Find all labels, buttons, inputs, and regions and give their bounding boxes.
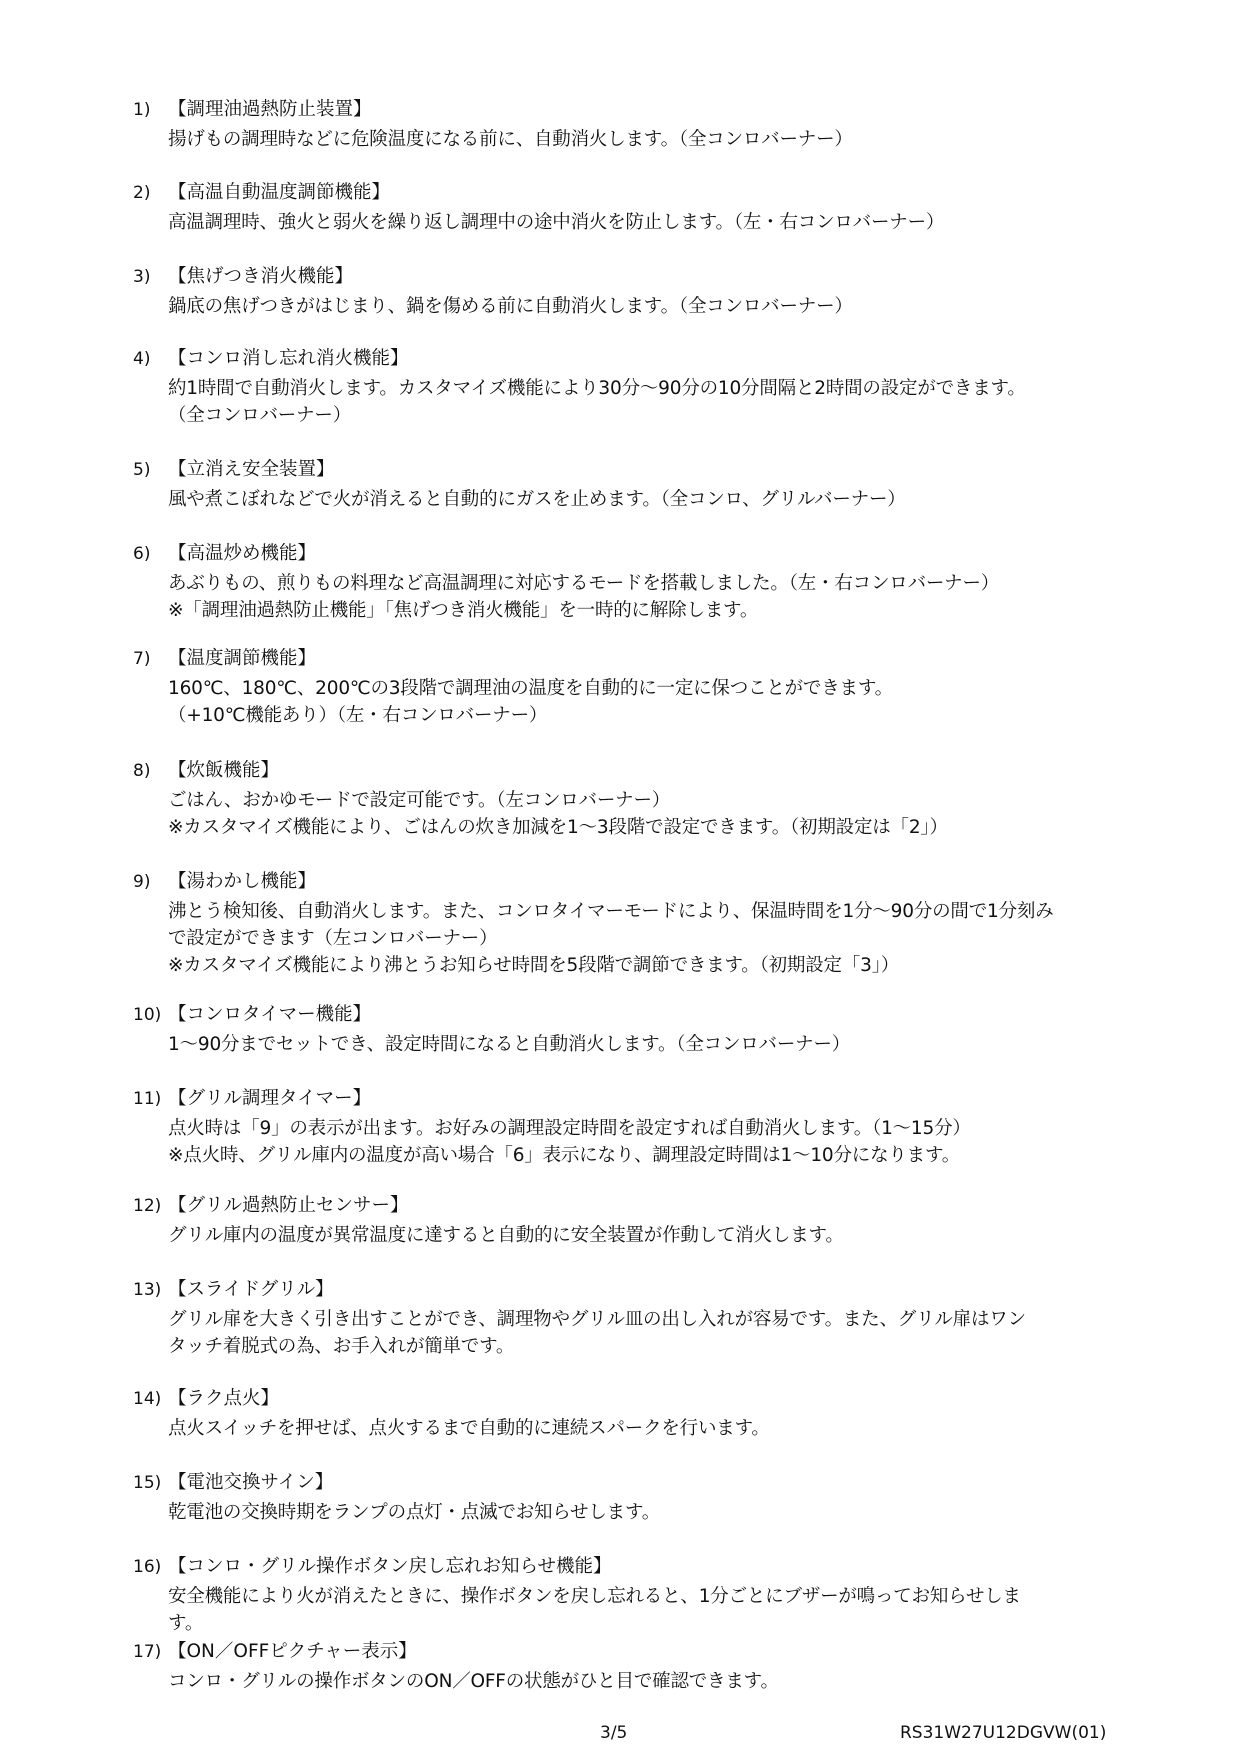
feature-description-line: 鍋底の焦げつきがはじまり、鍋を傷める前に自動消火します。（全コンロバーナー）	[168, 296, 853, 317]
feature-number: 5)	[133, 460, 151, 480]
feature-description	[168, 1583, 1021, 1637]
feature-title: 【ラク点火】	[168, 1388, 280, 1409]
feature-title: 【グリル過熱防止センサー】	[168, 1195, 409, 1216]
feature-description-line: ごはん、おかゆモードで設定可能です。（左コンロバーナー）	[168, 790, 671, 811]
feature-description	[168, 675, 893, 729]
feature-number: 3)	[133, 267, 151, 287]
feature-description	[168, 1031, 850, 1058]
feature-description	[168, 1115, 971, 1169]
feature-title: 【コンロ・グリル操作ボタン戻し忘れお知らせ機能】	[168, 1556, 612, 1577]
feature-number: 14)	[133, 1389, 162, 1409]
feature-number: 17)	[133, 1642, 162, 1662]
feature-title: 【電池交換サイン】	[168, 1472, 334, 1493]
feature-description	[168, 1306, 1026, 1360]
feature-description-line: 乾電池の交換時期をランプの点灯・点滅でお知らせします。	[168, 1502, 661, 1523]
feature-description-line: で設定ができます（左コンロバーナー）	[168, 928, 498, 949]
feature-title: 【温度調節機能】	[168, 648, 317, 669]
feature-number: 11)	[133, 1089, 162, 1109]
feature-description-line: ※カスタマイズ機能により沸とうお知らせ時間を5段階で調節できます。（初期設定「3」）	[168, 955, 900, 976]
feature-description	[168, 570, 999, 624]
feature-description-line: 風や煮こぼれなどで火が消えると自動的にガスを止めます。（全コンロ、グリルバーナー）	[168, 489, 906, 510]
feature-number: 10)	[133, 1005, 162, 1025]
feature-description-line: （全コンロバーナー）	[168, 405, 352, 426]
feature-number: 16)	[133, 1557, 162, 1577]
feature-description-line: あぶりもの、煎りもの料理など高温調理に対応するモードを搭載しました。（左・右コンロバーナー）	[168, 573, 1000, 594]
feature-description	[168, 1499, 660, 1526]
feature-title: 【立消え安全装置】	[168, 459, 335, 480]
feature-description-line: グリル庫内の温度が異常温度に達すると自動的に安全装置が作動して消火します。	[168, 1225, 844, 1246]
feature-title: 【コンロ消し忘れ消火機能】	[168, 348, 409, 369]
feature-description	[168, 787, 948, 841]
feature-description-line: ※点火時、グリル庫内の温度が高い場合「6」表示になり、調理設定時間は1～10分になります。	[168, 1145, 961, 1166]
feature-number: 6)	[133, 544, 151, 564]
feature-description	[168, 209, 944, 236]
feature-number: 2)	[133, 183, 151, 203]
feature-description	[168, 126, 853, 153]
feature-description-line: グリル扉を大きく引き出すことができ、調理物やグリル皿の出し入れが容易です。また、グリル扉はワン	[168, 1309, 1026, 1330]
feature-description	[168, 486, 906, 513]
feature-title: 【高温炒め機能】	[168, 543, 317, 564]
feature-description-line: 高温調理時、強火と弱火を繰り返し調理中の途中消火を防止します。（左・右コンロバーナー）	[168, 212, 945, 233]
feature-description	[168, 375, 1026, 429]
feature-number: 4)	[133, 349, 151, 369]
feature-title: 【湯わかし機能】	[168, 871, 317, 892]
feature-description-line: タッチ着脱式の為、お手入れが簡単です。	[168, 1336, 515, 1357]
feature-number: 12)	[133, 1196, 162, 1216]
page-number: 3/5	[600, 1723, 628, 1743]
feature-number: 7)	[133, 649, 151, 669]
feature-description-line: 揚げもの調理時などに危険温度になる前に、自動消火します。（全コンロバーナー）	[168, 129, 853, 150]
feature-description-line: 安全機能により火が消えたときに、操作ボタンを戻し忘れると、1分ごとにブザーが鳴ってお知らせしま	[168, 1586, 1021, 1607]
feature-description-line: （+10℃機能あり）（左・右コンロバーナー）	[168, 705, 548, 726]
feature-description-line: コンロ・グリルの操作ボタンのON／OFFの状態がひと目で確認できます。	[168, 1671, 779, 1692]
feature-description-line: す。	[168, 1613, 204, 1634]
feature-description	[168, 1415, 770, 1442]
feature-title: 【高温自動温度調節機能】	[168, 182, 391, 203]
feature-number: 8)	[133, 761, 151, 781]
feature-description-line: 160℃、180℃、200℃の3段階で調理油の温度を自動的に一定に保つことができます。	[168, 678, 893, 699]
feature-description-line: 約1時間で自動消火します。カスタマイズ機能により30分～90分の10分間隔と2時間の設定ができます。	[168, 378, 1026, 399]
feature-description-line: 1～90分までセットでき、設定時間になると自動消火します。（全コンロバーナー）	[168, 1034, 851, 1055]
feature-title: 【調理油過熱防止装置】	[168, 99, 372, 120]
feature-number: 15)	[133, 1473, 162, 1493]
feature-description-line: ※「調理油過熱防止機能」「焦げつき消火機能」を一時的に解除します。	[168, 600, 759, 621]
feature-title: 【スライドグリル】	[168, 1279, 334, 1300]
feature-title: 【焦げつき消火機能】	[168, 266, 354, 287]
feature-description-line: ※カスタマイズ機能により、ごはんの炊き加減を1～3段階で設定できます。（初期設定は「2」）	[168, 817, 948, 838]
feature-description-line: 沸とう検知後、自動消火します。また、コンロタイマーモードにより、保温時間を1分～90分の間で1分刻み	[168, 901, 1054, 922]
feature-number: 13)	[133, 1280, 162, 1300]
feature-title: 【グリル調理タイマー】	[168, 1088, 372, 1109]
feature-description	[168, 293, 853, 320]
feature-description-line: 点火スイッチを押せば、点火するまで自動的に連続スパークを行います。	[168, 1418, 770, 1439]
feature-number: 1)	[133, 100, 151, 120]
feature-description	[168, 898, 1054, 979]
feature-description	[168, 1668, 779, 1695]
document-code: RS31W27U12DGVW(01)	[900, 1723, 1107, 1743]
feature-description-line: 点火時は「9」の表示が出ます。お好みの調理設定時間を設定すれば自動消火します。（1～15分）	[168, 1118, 971, 1139]
feature-title: 【ON／OFFピクチャー表示】	[168, 1641, 417, 1662]
feature-title: 【コンロタイマー機能】	[168, 1004, 372, 1025]
feature-title: 【炊飯機能】	[168, 760, 280, 781]
feature-description	[168, 1222, 844, 1249]
feature-number: 9)	[133, 872, 151, 892]
